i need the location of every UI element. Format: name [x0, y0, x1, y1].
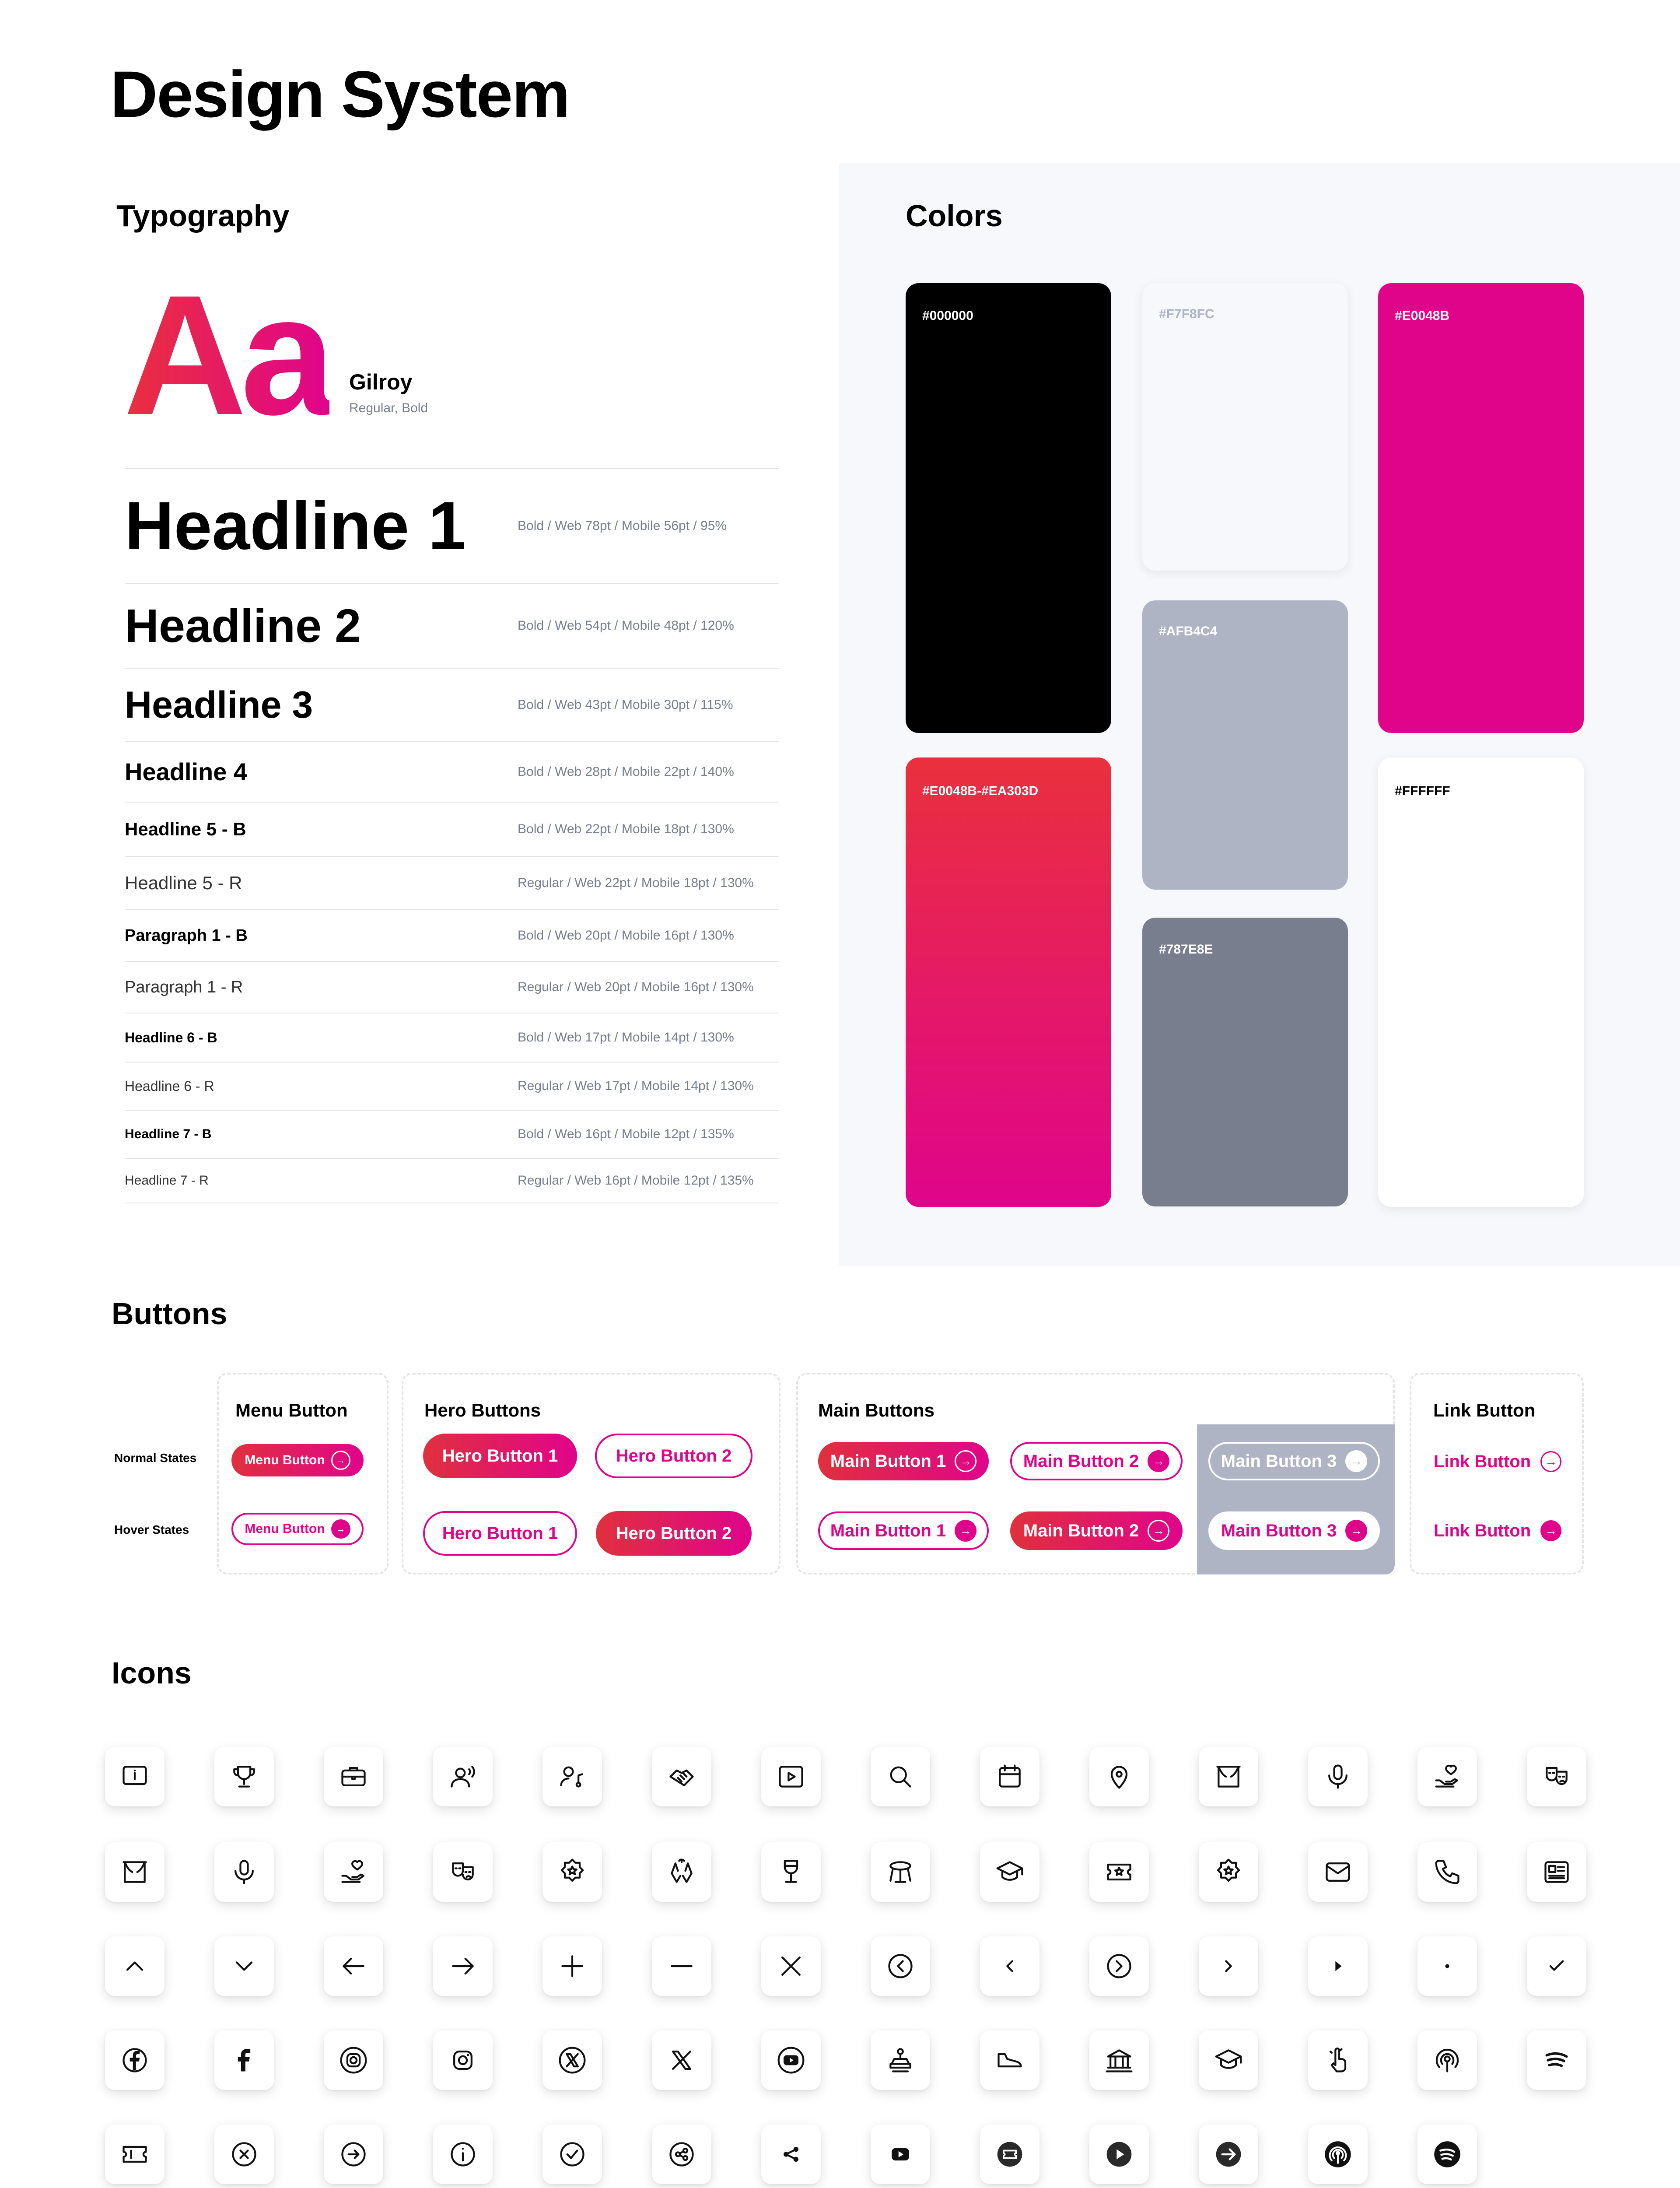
trophy-icon: [229, 1762, 259, 1792]
user-voice-icon: [448, 1762, 478, 1792]
microphone-icon: [1323, 1762, 1353, 1792]
hero-button-1-hover[interactable]: [423, 1511, 577, 1556]
arrow-right-icon: →: [331, 1519, 350, 1539]
circle-check-icon: [557, 2139, 587, 2169]
type-row-paragraph-1-b: [125, 909, 779, 961]
main-button-1-label: Main Button 1: [830, 1521, 946, 1540]
chevron-up-icon: [120, 1951, 150, 1981]
icon-tile[interactable]: [433, 1842, 493, 1902]
hero-button-2-normal[interactable]: [595, 1434, 752, 1478]
icon-tile[interactable]: [105, 1842, 164, 1902]
hero-button-1-normal[interactable]: [423, 1434, 577, 1478]
icon-tile[interactable]: [871, 1842, 930, 1902]
circle-share-icon: [667, 2139, 696, 2169]
icon-tile[interactable]: [871, 1747, 930, 1806]
theater-masks-icon: [448, 1857, 478, 1887]
type-spec: Bold / Web 20pt / Mobile 16pt / 130%: [518, 928, 734, 943]
icon-tile[interactable]: [980, 2030, 1040, 2090]
circle-info-icon: [448, 2139, 478, 2169]
play-small-icon: [1323, 1951, 1353, 1981]
arrow-right-icon: [448, 1951, 478, 1981]
icon-tile[interactable]: [980, 1747, 1040, 1806]
normal-states-label: Normal States: [114, 1451, 197, 1465]
icon-tile[interactable]: [1418, 1747, 1477, 1806]
icon-tile[interactable]: [433, 1936, 493, 1996]
icon-tile[interactable]: [1308, 2030, 1368, 2090]
stage-curtain-icon: [120, 1857, 150, 1887]
icon-tile[interactable]: [105, 1936, 164, 1996]
icon-tile[interactable]: [542, 1936, 602, 1996]
icon-tile[interactable]: [980, 1842, 1040, 1902]
star-badge-icon: [557, 1857, 587, 1887]
icon-tile[interactable]: [324, 1842, 383, 1902]
hero-button-1-label: Hero Button 1: [442, 1446, 558, 1466]
icon-tile[interactable]: [761, 1842, 821, 1902]
type-name: Headline 1: [125, 488, 466, 564]
page-title: Design System: [110, 57, 570, 131]
theater-masks-icon: [1542, 1762, 1572, 1792]
hero-buttons-group-title: Hero Buttons: [424, 1400, 541, 1420]
type-name: Headline 2: [125, 599, 361, 652]
type-name: Headline 4: [125, 758, 248, 785]
type-spec: Bold / Web 17pt / Mobile 14pt / 130%: [518, 1030, 734, 1045]
icon-tile[interactable]: [542, 1842, 602, 1902]
color-swatch-brand-pink: [1378, 283, 1584, 733]
chevron-right-icon: [1214, 1951, 1243, 1981]
icon-tile[interactable]: [214, 1842, 274, 1902]
dot-icon: [1432, 1951, 1462, 1981]
arrow-right-icon: →: [955, 1450, 976, 1472]
arrow-right-icon: →: [1345, 1450, 1367, 1472]
mail-icon: [1323, 1857, 1353, 1887]
search-icon: [886, 1762, 915, 1792]
shoe-icon: [995, 2045, 1025, 2075]
icon-tile[interactable]: [1089, 1936, 1149, 1996]
type-name: Headline 7 - R: [125, 1173, 209, 1188]
type-spec: Regular / Web 17pt / Mobile 14pt / 130%: [518, 1079, 754, 1093]
facebook-circle-icon: [120, 2045, 150, 2075]
location-pin-icon: [1104, 1762, 1134, 1792]
link-button-label: Link Button: [1434, 1452, 1531, 1471]
type-spec: Bold / Web 78pt / Mobile 56pt / 95%: [518, 519, 727, 533]
check-icon: [1542, 1951, 1572, 1981]
star-badge-icon: [1214, 1857, 1243, 1887]
youtube-circle-icon: [776, 2045, 806, 2075]
briefcase-icon: [339, 1762, 368, 1792]
type-row-headline-2: [125, 583, 779, 668]
hand-pointer-icon: [1323, 2045, 1353, 2075]
type-spec: Bold / Web 28pt / Mobile 22pt / 140%: [518, 764, 734, 779]
podcast-icon: [1432, 2045, 1462, 2075]
arrow-right-icon: →: [955, 1520, 976, 1542]
font-sample: Aa: [123, 259, 329, 450]
icon-tile[interactable]: [542, 2030, 602, 2090]
type-name: Headline 5 - B: [125, 819, 246, 839]
menu-button-normal[interactable]: [231, 1444, 364, 1476]
icon-tile[interactable]: [1418, 1842, 1477, 1902]
icon-tile[interactable]: [1199, 2030, 1258, 2090]
font-name: Gilroy: [349, 370, 413, 394]
icon-tile[interactable]: [324, 1747, 383, 1806]
arrow-right-icon: →: [1148, 1520, 1169, 1542]
circle-close-icon: [229, 2139, 259, 2169]
type-spec: Bold / Web 54pt / Mobile 48pt / 120%: [518, 618, 734, 633]
swatch-hex: #E0048B: [1395, 309, 1450, 323]
podcast-filled-icon: [1323, 2139, 1353, 2169]
swatch-hex: #F7F8FC: [1159, 307, 1214, 321]
handshake-icon: [667, 1762, 696, 1792]
icon-tile[interactable]: [652, 1747, 711, 1806]
type-name: Headline 6 - R: [125, 1078, 214, 1094]
main-button-3-label: Main Button 3: [1221, 1452, 1337, 1471]
menu-button-group-title: Menu Button: [235, 1400, 348, 1420]
main-button-1-hover[interactable]: [818, 1511, 989, 1550]
icon-tile[interactable]: [1308, 1936, 1368, 1996]
hero-button-2-hover[interactable]: [596, 1511, 752, 1556]
ticket-icon: [120, 2139, 150, 2169]
typography-title: Typography: [116, 199, 290, 233]
chevron-down-icon: [229, 1951, 259, 1981]
color-swatch-dark-gray: [1142, 918, 1348, 1206]
icon-tile[interactable]: [1089, 1842, 1149, 1902]
color-swatch-white: [1378, 757, 1584, 1207]
arrow-right-icon: →: [1540, 1451, 1561, 1472]
icon-tile[interactable]: [1527, 1842, 1586, 1902]
arrow-right-icon: →: [1540, 1520, 1561, 1541]
link-button-label: Link Button: [1434, 1521, 1531, 1540]
type-name: Headline 3: [125, 684, 313, 726]
type-spec: Regular / Web 22pt / Mobile 18pt / 130%: [518, 876, 754, 890]
arrow-left-icon: [339, 1951, 368, 1981]
calendar-icon: [995, 1762, 1025, 1792]
hero-button-1-label: Hero Button 1: [442, 1524, 558, 1543]
font-weights: Regular, Bold: [349, 401, 428, 415]
icon-tile[interactable]: [871, 1936, 930, 1996]
circle-arrow-right-icon: [339, 2139, 368, 2169]
icon-tile[interactable]: [871, 2030, 930, 2090]
icon-tile[interactable]: [214, 2125, 274, 2184]
wine-glass-icon: [776, 1857, 806, 1887]
type-spec: Bold / Web 16pt / Mobile 12pt / 135%: [518, 1127, 734, 1141]
main-button-2-label: Main Button 2: [1023, 1452, 1139, 1471]
spotify-icon: [1542, 2045, 1572, 2075]
cocktail-table-icon: [886, 1857, 915, 1887]
hand-heart-icon: [1432, 1762, 1462, 1792]
colors-title: Colors: [906, 199, 1003, 233]
ticket-star-icon: [1104, 1857, 1134, 1887]
icon-tile[interactable]: [1308, 1747, 1368, 1806]
icon-tile[interactable]: [652, 2125, 711, 2184]
swatch-hex: #E0048B-#EA303D: [922, 784, 1039, 798]
icon-tile[interactable]: [1527, 1936, 1586, 1996]
icon-tile[interactable]: [1089, 2030, 1149, 2090]
hero-button-2-label: Hero Button 2: [616, 1446, 732, 1466]
icon-tile[interactable]: [1308, 1842, 1368, 1902]
type-spec: Regular / Web 20pt / Mobile 16pt / 130%: [518, 980, 754, 994]
type-spec: Regular / Web 16pt / Mobile 12pt / 135%: [518, 1173, 754, 1188]
icon-tile[interactable]: [761, 2030, 821, 2090]
swatch-hex: #FFFFFF: [1395, 784, 1450, 798]
icon-tile[interactable]: [1527, 1747, 1586, 1806]
circle-chevron-left-icon: [886, 1951, 915, 1981]
menu-button-label: Menu Button: [245, 1453, 325, 1467]
swatch-hex: #787E8E: [1159, 942, 1213, 957]
x-icon: [667, 2045, 696, 2075]
main-button-1-normal[interactable]: [818, 1442, 989, 1480]
hover-states-label: Hover States: [114, 1523, 189, 1536]
type-name: Headline 6 - B: [125, 1030, 217, 1045]
main-button-2-hover[interactable]: [1010, 1511, 1183, 1550]
type-row-headline-3: [125, 668, 779, 741]
arrow-right-icon: →: [1345, 1520, 1367, 1542]
graduation-cap-icon: [1214, 2045, 1243, 2075]
arrow-right-filled-icon: [1214, 2139, 1243, 2169]
main-button-3-normal[interactable]: [1208, 1442, 1380, 1480]
type-name: Paragraph 1 - R: [125, 978, 243, 996]
icon-tile[interactable]: [761, 1747, 821, 1806]
link-button-hover[interactable]: [1434, 1520, 1561, 1541]
icon-tile[interactable]: [324, 1936, 383, 1996]
icon-tile[interactable]: [1089, 2125, 1149, 2184]
icon-tile[interactable]: [542, 1747, 602, 1806]
type-row-headline-5-b: [125, 802, 779, 856]
icon-tile[interactable]: [652, 1936, 711, 1996]
arrow-right-icon: →: [331, 1451, 350, 1470]
link-button-group-title: Link Button: [1433, 1400, 1536, 1420]
color-swatch-black: [906, 283, 1111, 733]
type-name: Paragraph 1 - B: [125, 926, 248, 945]
icon-tile[interactable]: [1089, 1747, 1149, 1806]
type-row-headline-6-b: [125, 1013, 779, 1062]
chevron-left-icon: [995, 1951, 1025, 1981]
microphone-icon: [229, 1857, 259, 1887]
type-row-headline-5-r: [125, 856, 779, 909]
hand-heart-icon: [339, 1857, 368, 1887]
spotify-filled-icon: [1432, 2139, 1462, 2169]
icon-tile[interactable]: [1199, 1842, 1258, 1902]
share-icon: [776, 2139, 806, 2169]
play-filled-icon: [1104, 2139, 1134, 2169]
plus-icon: [557, 1951, 587, 1981]
ticket-filled-icon: [995, 2139, 1025, 2169]
icon-tile[interactable]: [761, 1936, 821, 1996]
icon-tile[interactable]: [1199, 1747, 1258, 1806]
icon-tile[interactable]: [105, 2125, 164, 2184]
main-buttons-group-title: Main Buttons: [818, 1400, 934, 1420]
icon-tile[interactable]: [1527, 2030, 1586, 2090]
play-square-icon: [776, 1762, 806, 1792]
main-button-3-hover[interactable]: [1208, 1511, 1380, 1550]
main-button-3-label: Main Button 3: [1221, 1521, 1337, 1540]
x-circle-icon: [557, 2045, 587, 2075]
news-card-icon: [1542, 1857, 1572, 1887]
youtube-icon: [886, 2139, 915, 2169]
close-icon: [776, 1951, 806, 1981]
type-row-headline-6-r: [125, 1062, 779, 1110]
icon-tile[interactable]: [761, 2125, 821, 2184]
color-swatch-light-gray: [1142, 600, 1348, 890]
minus-icon: [667, 1951, 696, 1981]
type-row-headline-7-b: [125, 1110, 779, 1158]
type-name: Headline 5 - R: [125, 873, 242, 893]
type-row-headline-4: [125, 741, 779, 802]
type-spec: Bold / Web 43pt / Mobile 30pt / 115%: [518, 698, 733, 712]
museum-icon: [1104, 2045, 1134, 2075]
instagram-circle-icon: [339, 2045, 368, 2075]
menu-button-label: Menu Button: [245, 1522, 325, 1536]
icon-tile[interactable]: [105, 1747, 164, 1806]
swatch-hex: #AFB4C4: [1159, 624, 1218, 638]
main-button-1-label: Main Button 1: [830, 1452, 946, 1471]
icon-tile[interactable]: [433, 2125, 493, 2184]
stage-curtain-icon: [1214, 1762, 1243, 1792]
link-button-normal[interactable]: [1434, 1451, 1561, 1472]
type-row-headline-1: [125, 468, 779, 583]
icon-tile[interactable]: [433, 2030, 493, 2090]
icon-tile[interactable]: [1418, 2030, 1477, 2090]
icon-tile[interactable]: [1418, 1936, 1477, 1996]
icon-tile[interactable]: [324, 2125, 383, 2184]
type-name: Headline 7 - B: [125, 1127, 212, 1141]
phone-icon: [1432, 1857, 1462, 1887]
main-button-2-normal[interactable]: [1010, 1442, 1183, 1480]
icon-tile[interactable]: [980, 1936, 1040, 1996]
type-row-paragraph-1-r: [125, 961, 779, 1013]
icon-tile[interactable]: [980, 2125, 1040, 2184]
type-spec: Bold / Web 22pt / Mobile 18pt / 130%: [518, 822, 734, 836]
instagram-icon: [448, 2045, 478, 2075]
graduation-cap-icon: [995, 1857, 1025, 1887]
color-swatch-gradient: [906, 757, 1111, 1207]
icon-tile[interactable]: [214, 1936, 274, 1996]
icon-tile[interactable]: [542, 2125, 602, 2184]
facebook-icon: [229, 2045, 259, 2075]
menu-button-hover[interactable]: [231, 1513, 364, 1545]
icon-tile[interactable]: [105, 2030, 164, 2090]
swatch-hex: #000000: [922, 309, 973, 323]
icon-tile[interactable]: [214, 2030, 274, 2090]
icon-tile[interactable]: [871, 2125, 930, 2184]
icon-tile[interactable]: [1199, 1936, 1258, 1996]
info-card-icon: [120, 1762, 150, 1792]
arrow-right-icon: →: [1148, 1450, 1169, 1472]
circle-chevron-right-icon: [1104, 1951, 1134, 1981]
color-swatch-offwhite: [1142, 283, 1348, 571]
icon-tile[interactable]: [1418, 2125, 1477, 2184]
buttons-title: Buttons: [112, 1297, 228, 1331]
main-button-2-label: Main Button 2: [1023, 1521, 1139, 1540]
type-row-headline-7-r: [125, 1158, 779, 1203]
icons-title: Icons: [112, 1656, 192, 1690]
icon-tile[interactable]: [433, 1747, 493, 1806]
clapping-hands-icon: [667, 1857, 696, 1887]
hero-button-2-label: Hero Button 2: [616, 1524, 732, 1543]
icon-tile[interactable]: [652, 2030, 711, 2090]
icon-tile[interactable]: [324, 2030, 383, 2090]
icon-tile[interactable]: [1199, 2125, 1258, 2184]
icon-tile[interactable]: [214, 1747, 274, 1806]
icon-tile[interactable]: [1308, 2125, 1368, 2184]
user-music-icon: [557, 1762, 587, 1792]
stamp-icon: [886, 2045, 915, 2075]
icon-tile[interactable]: [652, 1842, 711, 1902]
